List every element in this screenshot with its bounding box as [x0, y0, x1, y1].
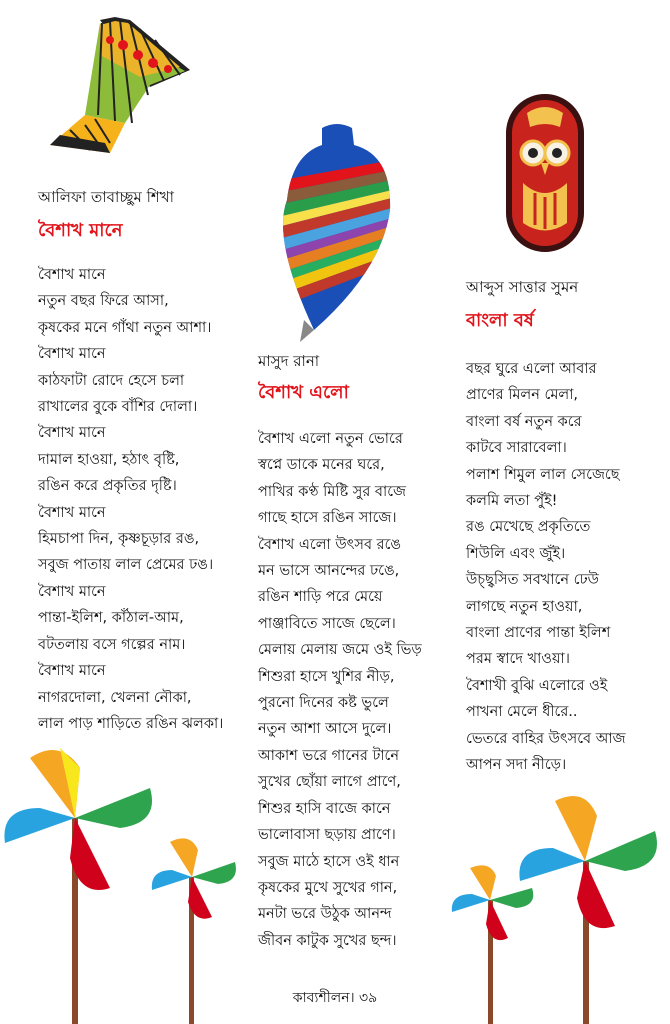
poem-line: বটতলায় বসে গল্পের নাম।: [38, 636, 186, 653]
poem-line: রঙ মেখেছে প্রকৃতিতে: [466, 519, 591, 536]
owl-mask-icon: [505, 93, 585, 253]
poem-line: বৈশাখী বুঝি এলোরে ওই: [466, 677, 608, 694]
poem-line: নাগরদোলা, খেলনা নৌকা,: [38, 689, 192, 706]
poem-body: [38, 262, 223, 737]
poem-line: মন ভাসে আনন্দের ঢঙে,: [258, 563, 400, 580]
poem-line: কৃষকের মুখে সুখের গান,: [258, 879, 398, 896]
poem-line: দামাল হাওয়া, হঠাৎ বৃষ্টি,: [38, 451, 180, 468]
poem-line: আপন সদা নীড়ে।: [466, 757, 567, 774]
page-footer: কাব্যশীলন। ৩৯: [292, 990, 378, 1006]
poem-line: লাগছে নতুন হাওয়া,: [466, 598, 583, 615]
poem-line: সবুজ পাতায় লাল প্রেমের ঢঙ।: [38, 557, 214, 574]
poem-line: পলাশ শিমুল লাল সেজেছে: [466, 466, 620, 483]
poem-line: ভেতরে বাহির উৎসবে আজ: [466, 730, 626, 747]
poem-line: প্রাণের মিলন মেলা,: [466, 387, 579, 404]
author-name: আলিফা তাবাচ্ছুম শিখা: [38, 188, 175, 206]
poem-title: বৈশাখ এলো: [258, 382, 349, 403]
poem-line: বছর ঘুরে এলো আবার: [466, 361, 597, 377]
poem-line: পাখির কণ্ঠ মিষ্টি সুর বাজে: [258, 483, 406, 500]
author-name: আব্দুস সাত্তার সুমন: [466, 278, 579, 296]
poem-line: বৈশাখ এলো উৎসব রঙে: [258, 536, 402, 553]
author-name: মাসুদ রানা: [258, 352, 320, 370]
poem-title: বাংলা বর্ষ: [466, 310, 534, 331]
poem-line: রঙিন শাড়ি পরে মেয়ে: [258, 589, 383, 606]
poem-line: গাছে হাসে রঙিন সাজে।: [258, 510, 397, 527]
poem-line: হিমচাপা দিন, কৃষ্ণচূড়ার রঙ,: [38, 531, 200, 548]
poem-line: শিউলি এবং জুঁই।: [466, 545, 566, 562]
poem-line: রাখালের বুকে বাঁশির দোলা।: [38, 399, 198, 416]
poem-line: পান্তা-ইলিশ, কাঁঠাল-আম,: [38, 610, 184, 627]
poem-line: মেলায় মেলায় জমে ওই ভিড়: [258, 642, 422, 659]
poem-line: কাটবে সারাবেলা।: [466, 440, 567, 457]
poem-line: কৃষকের মনে গাঁথা নতুন আশা।: [38, 319, 212, 336]
poem-line: পাঞ্জাবিতে সাজে ছেলে।: [258, 615, 396, 632]
poem-line: নতুন বছর ফিরে আসা,: [38, 293, 169, 310]
poem-line: শিশুরা হাসে খুশির নীড়,: [258, 668, 395, 685]
poem-line: পরম স্বাদে খাওয়া।: [466, 651, 570, 668]
poem-line: পাখনা মেলে ধীরে..: [466, 704, 578, 721]
poem-line: বৈশাখ মানে: [38, 346, 106, 363]
poem-line: আকাশ ভরে গানের টানে: [258, 747, 400, 764]
poem-line: বৈশাখ মানে: [38, 583, 106, 600]
poem-line: বাংলা প্রাণের পান্তা ইলিশ: [466, 625, 611, 642]
poem-line: স্বপ্নে ডাকে মনের ঘরে,: [258, 457, 385, 474]
poem-line: বৈশাখ মানে: [38, 425, 106, 442]
poem-body: [258, 426, 422, 954]
poem-line: লাল পাড় শাড়িতে রঙিন ঝলকা।: [38, 715, 224, 732]
poem-line: শিশুর হাসি বাজে কানে: [258, 800, 391, 817]
poem-line: সবুজ মাঠে হাসে ওই ধান: [258, 853, 400, 870]
poem-line: কাঠফাটা রোদে হেসে চলা: [38, 372, 185, 389]
pinwheel-icon: [0, 738, 160, 1024]
poem-line: সুখের ছোঁয়া লাগে প্রাণে,: [258, 774, 401, 791]
poem-line: পুরনো দিনের কষ্ট ভুলে: [258, 695, 389, 712]
poem-line: বৈশাখ মানে: [38, 663, 106, 680]
poem-line: বাংলা বর্ষ নতুন করে: [466, 413, 582, 430]
drum-icon: [40, 15, 190, 155]
spinning-top-icon: [282, 120, 392, 345]
poem-line: বৈশাখ এলো নতুন ভোরে: [258, 431, 403, 447]
poem-line: নতুন আশা আসে দুলে।: [258, 721, 392, 738]
poem-line: ভালোবাসা ছড়ায় প্রাণে।: [258, 827, 396, 844]
poem-line: কলমি লতা পুঁই!: [466, 493, 558, 510]
poem-body: [466, 356, 626, 779]
poem-line: বৈশাখ মানে: [38, 504, 106, 521]
poem-line: বৈশাখ মানে: [38, 267, 106, 283]
poem-line: রঙিন করে প্রকৃতির দৃষ্টি।: [38, 478, 177, 495]
poem-title: বৈশাখ মানে: [38, 220, 123, 241]
poem-line: উচ্ছ্বসিত সবখানে ঢেউ: [466, 572, 599, 589]
poem-line: জীবন কাটুক সুখের ছন্দ।: [258, 932, 397, 949]
poem-line: মনটা ভরে উঠুক আনন্দ: [258, 906, 392, 923]
